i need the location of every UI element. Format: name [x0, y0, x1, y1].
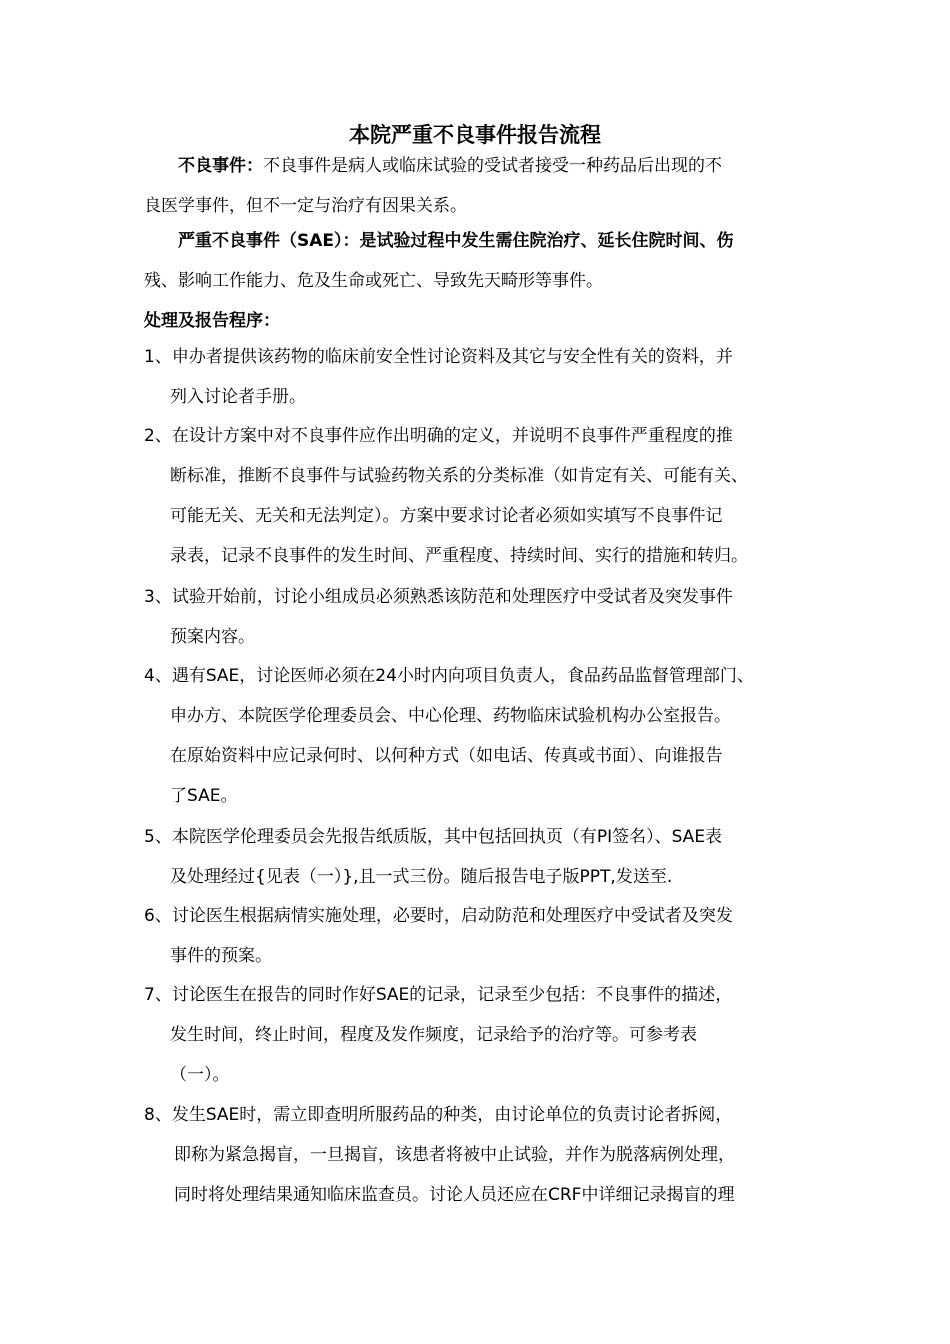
document-title: 本院严重不良事件报告流程 — [349, 123, 601, 147]
definition-ae-line-1 — [144, 146, 824, 186]
item-5-line-2: 及处理经过{见表（一）},且一式三份。随后报告电子版PPT,发送至. — [170, 867, 673, 887]
definition-ae-term: 不良事件： — [178, 156, 263, 176]
item-6-line-2: 事件的预案。 — [170, 946, 272, 966]
item-3-line-2: 预案内容。 — [170, 627, 255, 647]
item-8-line-1: 8、发生SAE时，需立即查明所服药品的种类，由讨论单位的负责讨论者拆阅， — [144, 1105, 733, 1125]
item-4-line-3: 在原始资料中应记录何时、以何种方式（如电话、传真或书面）、向谁报告 — [170, 746, 723, 766]
procedure-item-5 — [144, 817, 824, 897]
item-1-line-2: 列入讨论者手册。 — [170, 387, 306, 407]
definition-sae — [144, 221, 824, 301]
definition-ae-text-1: 不良事件是病人或临床试验的受试者接受一种药品后出现的不 — [263, 156, 722, 176]
item-7-line-1: 7、讨论医生在报告的同时作好SAE的记录，记录至少包括：不良事件的描述， — [144, 985, 733, 1005]
item-8-line-3: 同时将处理结果通知临床监查员。讨论人员还应在CRF中详细记录揭盲的理 — [174, 1185, 735, 1205]
definition-ae — [144, 146, 824, 226]
procedure-item-1 — [144, 337, 824, 417]
item-2-line-1: 2、在设计方案中对不良事件应作出明确的定义，并说明不良事件严重程度的推 — [144, 426, 733, 446]
item-4-line-4: 了SAE。 — [170, 786, 238, 806]
item-7-line-2: 发生时间，终止时间，程度及发作频度，记录给予的治疗等。可参考表 — [170, 1025, 697, 1045]
item-5-line-1: 5、本院医学伦理委员会先报告纸质版，其中包括回执页（有PI签名）、SAE表 — [144, 827, 723, 847]
item-2-line-4: 录表，记录不良事件的发生时间、严重程度、持续时间、实行的措施和转归。 — [170, 546, 748, 566]
procedure-heading: 处理及报告程序： — [144, 311, 280, 331]
procedure-item-4 — [144, 656, 824, 816]
procedure-item-2 — [144, 416, 824, 576]
definition-sae-text-1: 是试验过程中发生需住院治疗、延长住院时间、伤 — [359, 231, 734, 251]
item-8-line-2: 即称为紧急揭盲，一旦揭盲，该患者将被中止试验，并作为脱落病例处理， — [174, 1145, 735, 1165]
item-4-line-2: 申办方、本院医学伦理委员会、中心伦理、药物临床试验机构办公室报告。 — [170, 706, 731, 726]
item-1-line-1: 1、申办者提供该药物的临床前安全性讨论资料及其它与安全性有关的资料，并 — [144, 347, 733, 367]
item-7-line-3: （一）。 — [170, 1065, 230, 1085]
procedure-item-3 — [144, 577, 824, 657]
item-3-line-1: 3、试验开始前，讨论小组成员必须熟悉该防范和处理医疗中受试者及突发事件 — [144, 587, 733, 607]
definition-ae-line-2: 良医学事件，但不一定与治疗有因果关系。 — [144, 196, 467, 216]
item-2-line-3: 可能无关、无关和无法判定）。方案中要求讨论者必须如实填写不良事件记 — [170, 506, 723, 526]
definition-sae-term: 严重不良事件（SAE）： — [178, 231, 360, 251]
item-2-line-2: 断标准，推断不良事件与试验药物关系的分类标准（如肯定有关、可能有关、 — [170, 466, 748, 486]
definition-sae-line-1 — [144, 221, 824, 261]
procedure-item-6 — [144, 896, 824, 976]
item-6-line-1: 6、讨论医生根据病情实施处理，必要时，启动防范和处理医疗中受试者及突发 — [144, 906, 733, 926]
procedure-item-7 — [144, 975, 824, 1095]
definition-sae-line-2: 残、影响工作能力、危及生命或死亡、导致先天畸形等事件。 — [144, 271, 603, 291]
item-4-line-1: 4、遇有SAE，讨论医师必须在24小时内向项目负责人，食品药品监督管理部门、 — [144, 666, 754, 686]
procedure-item-8 — [144, 1095, 824, 1215]
